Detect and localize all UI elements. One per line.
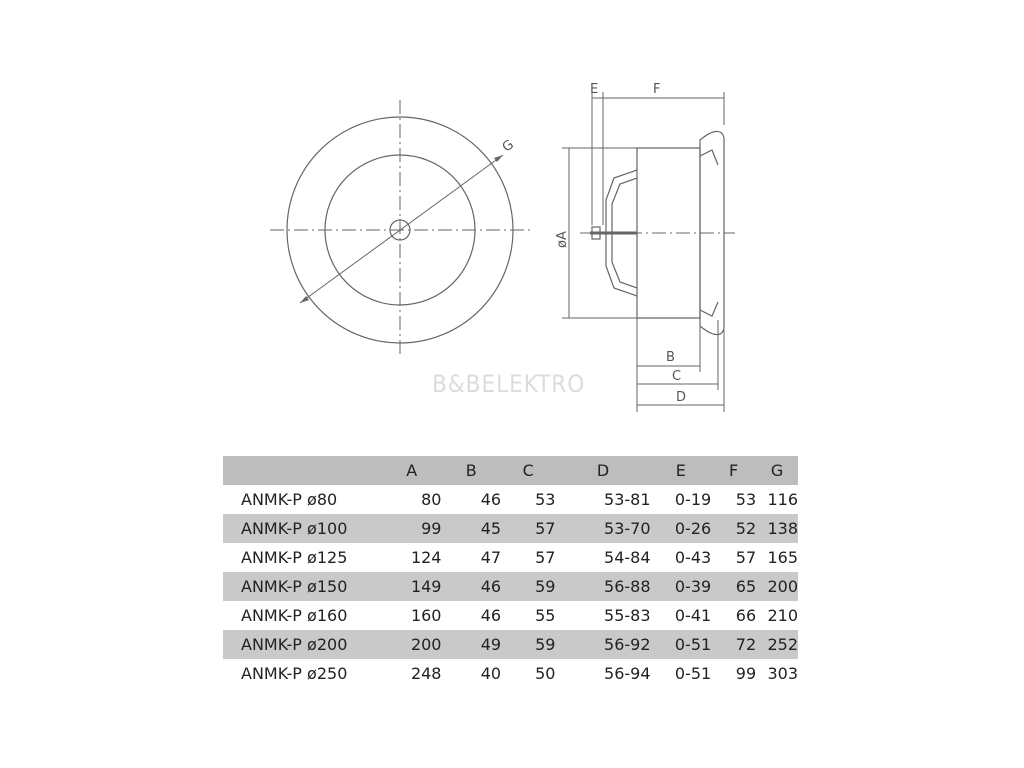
cell-c: 55 <box>535 606 556 625</box>
header-a: A <box>406 461 418 480</box>
cell-b: 45 <box>480 519 502 538</box>
watermark: B&BELEKTRO <box>432 370 586 398</box>
cell-a: 200 <box>410 635 442 654</box>
cell-e: 0-19 <box>674 490 712 509</box>
cell-c: 59 <box>535 577 556 596</box>
cell-f: 99 <box>735 664 757 683</box>
table-row <box>223 514 798 543</box>
cell-e: 0-51 <box>674 664 712 683</box>
cell-g: 252 <box>767 635 798 654</box>
dim-label-e: E <box>590 82 599 97</box>
cell-a: 149 <box>410 577 442 596</box>
cell-f: 72 <box>735 635 757 654</box>
header-e: E <box>675 461 686 480</box>
cell-g: 200 <box>767 577 798 596</box>
cell-f: 52 <box>735 519 757 538</box>
table-row <box>223 485 798 514</box>
cell-e: 0-39 <box>674 577 712 596</box>
cell-model: ANMK-P ø100 <box>241 519 348 538</box>
cell-model: ANMK-P ø200 <box>241 635 348 654</box>
header-f: F <box>729 461 739 480</box>
dim-label-f: F <box>653 82 661 97</box>
cell-e: 0-26 <box>674 519 712 538</box>
cell-e: 0-43 <box>674 548 712 567</box>
cell-d: 55-83 <box>604 606 651 625</box>
table-row <box>223 543 798 572</box>
cell-b: 47 <box>480 548 502 567</box>
cell-e: 0-41 <box>674 606 712 625</box>
cell-model: ANMK-P ø160 <box>241 606 348 625</box>
front-view <box>270 100 530 358</box>
cell-b: 46 <box>480 490 502 509</box>
cell-d: 53-81 <box>604 490 651 509</box>
cell-d: 56-94 <box>604 664 651 683</box>
header-c: C <box>522 461 534 480</box>
cell-g: 138 <box>767 519 798 538</box>
cell-model: ANMK-P ø150 <box>241 577 348 596</box>
dim-label-b: B <box>666 350 675 365</box>
cell-c: 53 <box>535 490 556 509</box>
cell-c: 57 <box>535 519 556 538</box>
table-row <box>223 659 798 688</box>
cell-e: 0-51 <box>674 635 712 654</box>
header-g: G <box>770 461 784 480</box>
cell-f: 65 <box>735 577 757 596</box>
cell-model: ANMK-P ø80 <box>241 490 338 509</box>
header-b: B <box>465 461 477 480</box>
cell-g: 303 <box>767 664 798 683</box>
spec-table <box>223 456 798 688</box>
table-row <box>223 630 798 659</box>
table-row <box>223 601 798 630</box>
cell-b: 46 <box>480 577 502 596</box>
header-model <box>223 456 382 485</box>
valve-lip-top <box>700 150 718 165</box>
cell-d: 56-92 <box>604 635 651 654</box>
cell-c: 57 <box>535 548 556 567</box>
header-d: D <box>596 461 610 480</box>
cell-d: 56-88 <box>604 577 651 596</box>
cell-a: 248 <box>410 664 442 683</box>
cell-b: 40 <box>480 664 502 683</box>
cell-a: 80 <box>421 490 442 509</box>
cell-f: 66 <box>735 606 757 625</box>
diameter-g-line <box>300 155 503 303</box>
cell-model: ANMK-P ø250 <box>241 664 348 683</box>
cell-g: 116 <box>767 490 798 509</box>
table-row <box>223 572 798 601</box>
table-header-row <box>223 456 798 485</box>
cell-d: 53-70 <box>604 519 651 538</box>
cell-b: 46 <box>480 606 502 625</box>
valve-lip-bottom <box>700 302 718 316</box>
cell-c: 59 <box>535 635 556 654</box>
cell-c: 50 <box>535 664 556 683</box>
dim-label-g: G <box>499 137 517 156</box>
dim-label-d: D <box>676 390 687 405</box>
cell-f: 57 <box>735 548 757 567</box>
cell-model: ANMK-P ø125 <box>241 548 348 567</box>
cell-g: 165 <box>767 548 798 567</box>
cell-a: 160 <box>410 606 442 625</box>
cell-f: 53 <box>735 490 757 509</box>
cell-a: 124 <box>410 548 442 567</box>
cell-d: 54-84 <box>604 548 651 567</box>
cell-a: 99 <box>421 519 442 538</box>
cell-g: 210 <box>767 606 798 625</box>
side-view <box>562 92 735 412</box>
cell-b: 49 <box>480 635 502 654</box>
dim-label-a: øA <box>555 231 570 248</box>
dim-label-c: C <box>672 369 682 384</box>
